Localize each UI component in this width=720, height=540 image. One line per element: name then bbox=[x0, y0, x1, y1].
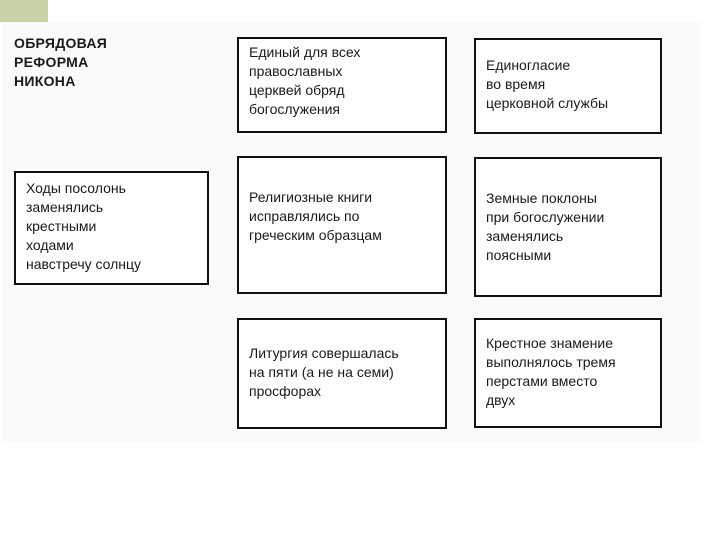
reform-box-processions: Ходы посолонь заменялись крестными ходами навстречу солнцу bbox=[14, 171, 209, 285]
reform-box-unified-rite: Единый для всех православных церквей обряд богослужения bbox=[237, 37, 447, 133]
corner-accent bbox=[0, 0, 48, 22]
reform-box-sign-of-cross: Крестное знамение выполнялось тремя перстами вместо двух bbox=[474, 318, 662, 428]
reform-box-bows: Земные поклоны при богослужении заменялись поясными bbox=[474, 157, 662, 297]
reform-box-unison: Единогласие во время церковной службы bbox=[474, 38, 662, 134]
diagram-title: ОБРЯДОВАЯ РЕФОРМА НИКОНА bbox=[14, 35, 108, 89]
reform-box-liturgy: Литургия совершалась на пяти (а не на семи) просфорах bbox=[237, 318, 447, 429]
reform-box-books: Религиозные книги исправлялись по греческим образцам bbox=[237, 156, 447, 294]
